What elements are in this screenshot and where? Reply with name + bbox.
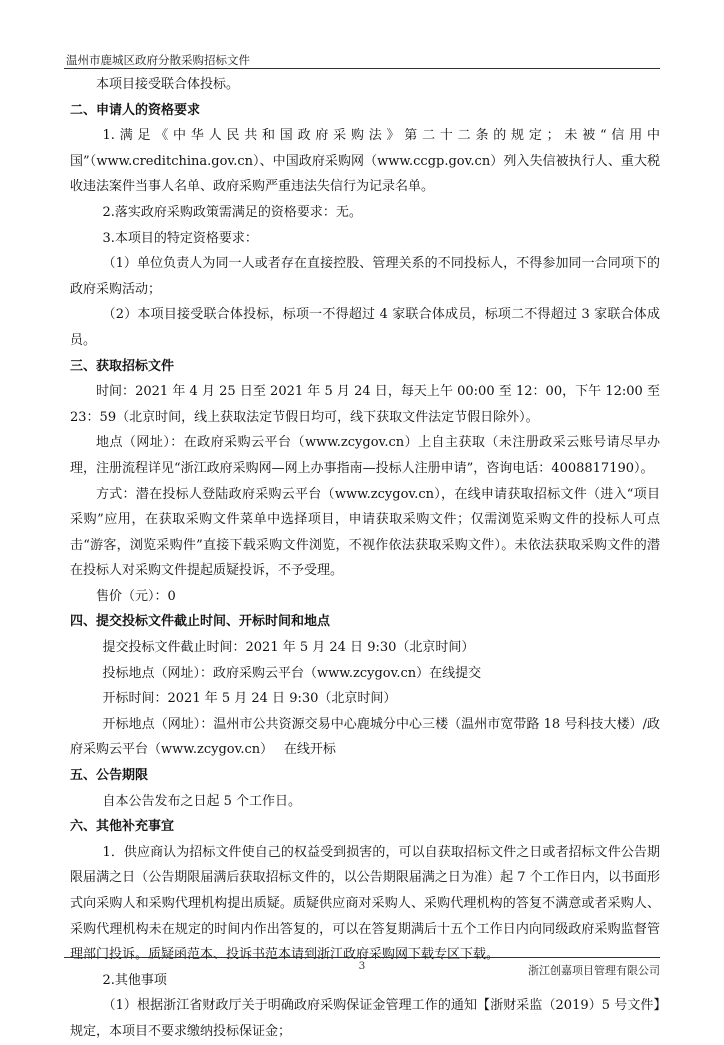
running-header: 温州市鹿城区政府分散采购招标文件 <box>66 53 250 67</box>
s6-paragraph-3: （1）根据浙江省财政厅关于明确政府采购保证金管理工作的通知【浙财采监（2019）5 号文件】规定，本项目不要求缴纳投标保证金； <box>70 998 660 1039</box>
s4-open-place: 开标地点（网址）：温州市公共资源交易中心鹿城分中心三楼（温州市宽带路 18 号科技大楼）/政府采购云平台（www.zcygov.cn） 在线开标 <box>70 716 660 758</box>
s3-place: 地点（网址）：在政府采购云平台（www.zcygov.cn）上自主获取（未注册政采云账号请尽早办理，注册流程详见“浙江政府采购网—网上办事指南—投标人注册申请”，咨询电话：4008817190）。 <box>70 435 660 476</box>
s2-paragraph-2: 2.落实政府采购政策需满足的资格要求：无。 <box>102 204 362 220</box>
s3-time: 时间：2021 年 4 月 25 日至 2021 年 5 月 24 日，每天上午 00:00 至 12：00，下午 12:00 至 23：59（北京时间，线上获取法定节假日均可，线下获取文件法定节假日除外）。 <box>70 384 660 425</box>
s2-paragraph-4: （1）单位负责人为同一人或者存在直接控股、管理关系的不同投标人，不得参加同一合同项下的政府采购活动； <box>70 256 660 297</box>
consortium-note: 本项目接受联合体投标。 <box>96 77 240 92</box>
s6-paragraph-2: 2.其他事项 <box>102 972 167 988</box>
s4-bid-place: 投标地点（网址）：政府采购云平台（www.zcygov.cn）在线提交 <box>102 665 482 681</box>
company-name: 浙江创嘉项目管理有限公司 <box>528 964 660 977</box>
s4-deadline: 提交投标文件截止时间：2021 年 5 月 24 日 9:30（北京时间） <box>102 640 475 656</box>
s5-paragraph-1: 自本公告发布之日起 5 个工作日。 <box>102 793 302 809</box>
section-5-heading: 五、公告期限 <box>70 768 149 784</box>
s3-method: 方式：潜在投标人登陆政府采购云平台（www.zcygov.cn），在线申请获取招标文件（进入“项目采购”应用，在获取采购文件菜单中选择项目，申请获取采购文件；仅需浏览采购文件的投标人可点击“游客，浏览采购件”直接下载采购文件浏览，不视作依法获取采购文件）。未依法获取采购文件的潜在投标人对采购文件提起质疑投诉，不予受理。 <box>70 486 660 579</box>
section-4-heading: 四、提交投标文件截止时间、开标时间和地点 <box>70 614 331 630</box>
section-2-heading: 二、申请人的资格要求 <box>70 102 201 118</box>
s6-paragraph-1: 1．供应商认为招标文件使自己的权益受到损害的，可以自获取招标文件之日或者招标文件公告期限届满之日（公告期限届满后获取招标文件的，以公告期限届满之日为准）起 7 个工作日内，以书面形式向采购人和采购代理机构提出质疑。质疑供应商对采购人、采购代理机构的答复不满意或者采购人、采购代理机构未在规定的时间内作出答复的，可以在答复期满后十五个工作日内向同级政府采购监督管理部门投诉。质疑函范本、投诉书范本请到浙江政府采购网下载专区下载。 <box>70 844 660 963</box>
s2-paragraph-1: 1.满足《中华人民共和国政府采购法》第二十二条的规定；未被“信用中国”（www.creditchina.gov.cn）、中国政府采购网（www.ccgp.gov.cn）列入失信被执行人、重大税收违法案件当事人名单、政府采购严重违法失信行为记录名单。 <box>70 128 660 195</box>
s2-paragraph-5: （2）本项目接受联合体投标，标项一不得超过 4 家联合体成员，标项二不得超过 3 家联合体成员。 <box>70 307 660 348</box>
footer-divider <box>64 957 660 958</box>
s2-paragraph-3: 3.本项目的特定资格要求： <box>102 230 258 246</box>
page-number: 3 <box>358 960 366 972</box>
header-divider <box>64 68 660 69</box>
s4-open-time: 开标时间：2021 年 5 月 24 日 9:30（北京时间） <box>102 691 397 707</box>
section-3-heading: 三、获取招标文件 <box>70 358 175 374</box>
section-6-heading: 六、其他补充事宜 <box>70 819 175 835</box>
s3-price: 售价（元）：0 <box>96 588 176 604</box>
document-body <box>70 72 660 1045</box>
